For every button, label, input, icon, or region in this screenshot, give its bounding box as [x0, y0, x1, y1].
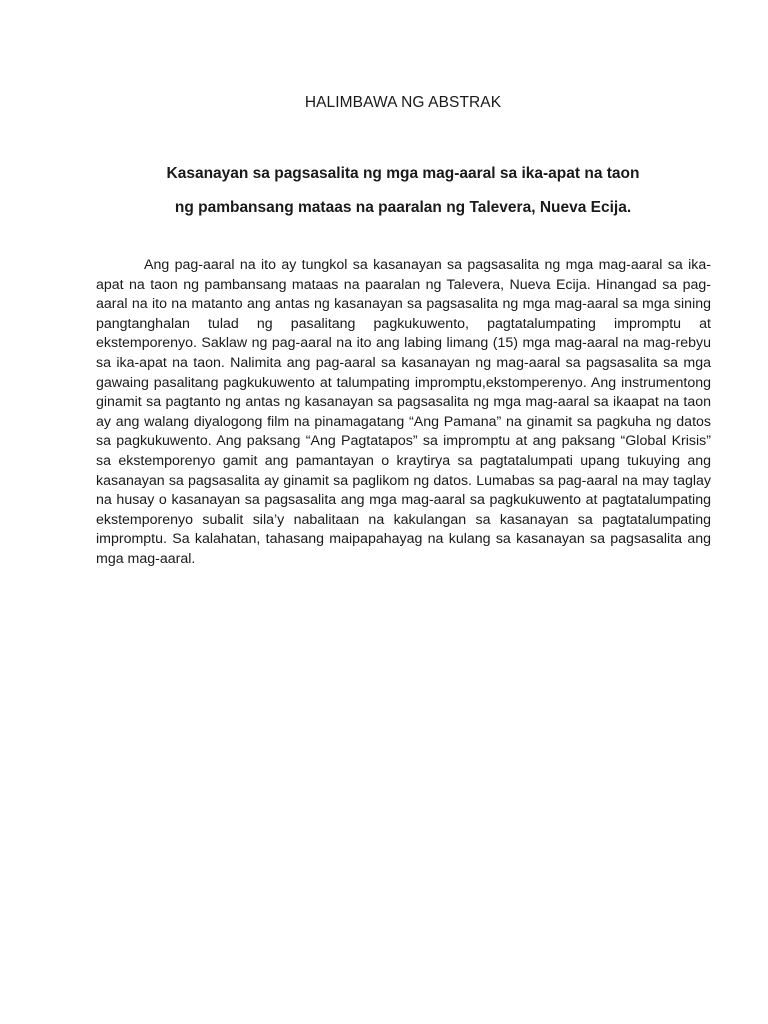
document-heading: HALIMBAWA NG ABSTRAK — [304, 94, 502, 111]
abstract-title — [0, 157, 768, 225]
abstract-body: Ang pag-aaral na ito ay tungkol sa kasanayan sa pagsasalita ng mga mag-aaral sa ika-apat na taon ng pambansang mataas na paaralan ng Talevera, Nueva Ecija. Hinangad sa pag-aaral na ito na matanto ang antas ng kasanayan sa pagsasalita ng mga mag-aaral sa mga sining pangtanghalan tulad ng pasalitang pagkukuwento, pagtatalumpating impromptu at ekstemporenyo. Saklaw ng pag-aaral na ito ang labing limang (15) mga mag-aaral na mag-rebyu sa ika-apat na taon. Nalimita ang pag-aaral sa kasanayan ng mag-aaral sa pagsasalita sa mga gawaing pasalitang pagkukuwento at talumpating impromptu,ekstomperenyo. Ang instrumentong ginamit sa pagtanto ng antas ng kasanayan sa pagsasalita ng mga mag-aaral sa ikaapat na taon ay ang walang diyalogong film na pinamagatang “Ang Pamana” na ginamit sa pagkuha ng datos sa pagkukuwento. Ang paksang “Ang Pagtatapos” sa impromptu at ang paksang “Global Krisis” sa ekstemporenyo gamit ang pamantayan o kraytirya sa pagtatalumpati upang tukuying ang kasanayan sa pagsasalita ay ginamit sa paglikom ng datos. Lumabas sa pag-aaral na may taglay na husay o kasanayan sa pagsasalita ang mga mag-aaral sa pagkukuwento at pagtatalumpating ekstemporenyo subalit sila’y nabalitaan na kakulangan sa kasanayan sa pagtatalumpating impromptu. Sa kalahatan, tahasang maipapahayag na kulang sa kasanayan sa pagsasalita ang mga mag-aaral. — [96, 257, 711, 567]
abstract-title-line-2: ng pambansang mataas na paaralan ng Talevera, Nueva Ecija. — [174, 199, 632, 216]
abstract-title-line-1: Kasanayan sa pagsasalita ng mga mag-aaral sa ika-apat na taon — [166, 165, 640, 182]
